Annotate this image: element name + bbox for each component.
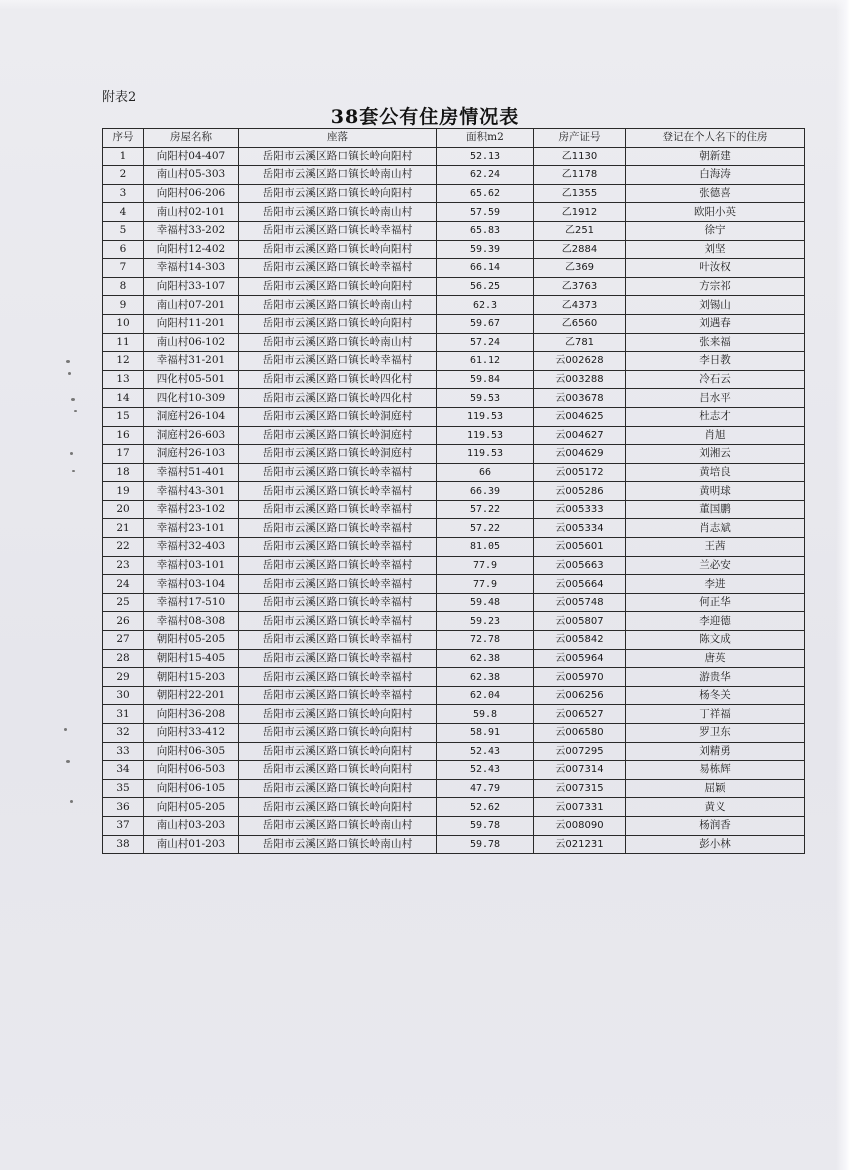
row-registered-owner: 刘遇春	[626, 314, 805, 333]
row-house-name: 幸福村03-101	[144, 556, 239, 575]
table-row	[103, 389, 805, 408]
row-registered-owner: 王茜	[626, 538, 805, 557]
row-cert-no: 云008090	[534, 816, 626, 835]
row-seq: 37	[103, 816, 144, 835]
row-seq: 24	[103, 575, 144, 594]
row-seq: 10	[103, 314, 144, 333]
row-seq: 19	[103, 482, 144, 501]
row-registered-owner: 朝新建	[626, 147, 805, 166]
annex-label: 附表2	[102, 90, 137, 105]
table-row	[103, 184, 805, 203]
table-row	[103, 798, 805, 817]
row-cert-no: 云021231	[534, 835, 626, 854]
row-location: 岳阳市云溪区路口镇长岭向阳村	[239, 240, 437, 259]
table-row	[103, 686, 805, 705]
row-house-name: 向阳村33-107	[144, 277, 239, 296]
row-registered-owner: 黄明球	[626, 482, 805, 501]
row-location: 岳阳市云溪区路口镇长岭幸福村	[239, 631, 437, 650]
row-registered-owner: 杜志才	[626, 407, 805, 426]
row-cert-no: 乙3763	[534, 277, 626, 296]
header-registered-owner: 登记在个人名下的住房	[626, 129, 805, 148]
row-area: 57.22	[437, 519, 534, 538]
row-location: 岳阳市云溪区路口镇长岭洞庭村	[239, 426, 437, 445]
row-area: 52.13	[437, 147, 534, 166]
scan-speck	[66, 760, 70, 763]
row-registered-owner: 彭小林	[626, 835, 805, 854]
row-seq: 26	[103, 612, 144, 631]
row-location: 岳阳市云溪区路口镇长岭向阳村	[239, 184, 437, 203]
row-area: 59.78	[437, 835, 534, 854]
scan-top-edge	[0, 0, 850, 10]
row-seq: 9	[103, 296, 144, 315]
row-cert-no: 云005748	[534, 593, 626, 612]
row-cert-no: 乙781	[534, 333, 626, 352]
row-registered-owner: 李日教	[626, 352, 805, 371]
row-area: 59.39	[437, 240, 534, 259]
row-seq: 15	[103, 407, 144, 426]
row-house-name: 洞庭村26-103	[144, 445, 239, 464]
table-row	[103, 407, 805, 426]
table-header-row	[103, 129, 805, 148]
row-house-name: 幸福村08-308	[144, 612, 239, 631]
row-registered-owner: 杨冬关	[626, 686, 805, 705]
row-registered-owner: 杨润香	[626, 816, 805, 835]
row-house-name: 四化村05-501	[144, 370, 239, 389]
row-cert-no: 乙4373	[534, 296, 626, 315]
row-house-name: 南山村02-101	[144, 203, 239, 222]
row-seq: 2	[103, 166, 144, 185]
table-row	[103, 705, 805, 724]
table-row	[103, 519, 805, 538]
row-house-name: 向阳村05-205	[144, 798, 239, 817]
row-location: 岳阳市云溪区路口镇长岭向阳村	[239, 742, 437, 761]
table-row	[103, 221, 805, 240]
table-row	[103, 649, 805, 668]
table-row	[103, 538, 805, 557]
row-registered-owner: 黄培良	[626, 463, 805, 482]
table-row	[103, 333, 805, 352]
row-registered-owner: 何正华	[626, 593, 805, 612]
row-location: 岳阳市云溪区路口镇长岭四化村	[239, 370, 437, 389]
table-row	[103, 742, 805, 761]
row-registered-owner: 欧阳小英	[626, 203, 805, 222]
row-location: 岳阳市云溪区路口镇长岭幸福村	[239, 519, 437, 538]
row-house-name: 洞庭村26-104	[144, 407, 239, 426]
row-registered-owner: 刘锡山	[626, 296, 805, 315]
row-house-name: 幸福村32-403	[144, 538, 239, 557]
row-cert-no: 云006580	[534, 724, 626, 743]
row-cert-no: 乙6560	[534, 314, 626, 333]
row-house-name: 向阳村06-105	[144, 779, 239, 798]
row-house-name: 幸福村17-510	[144, 593, 239, 612]
scan-right-edge	[836, 0, 850, 1170]
row-seq: 25	[103, 593, 144, 612]
table-row	[103, 612, 805, 631]
table-row	[103, 314, 805, 333]
row-location: 岳阳市云溪区路口镇长岭幸福村	[239, 556, 437, 575]
row-cert-no: 乙251	[534, 221, 626, 240]
row-area: 77.9	[437, 556, 534, 575]
table-row	[103, 482, 805, 501]
row-registered-owner: 吕水平	[626, 389, 805, 408]
row-seq: 20	[103, 500, 144, 519]
row-registered-owner: 兰必安	[626, 556, 805, 575]
row-seq: 33	[103, 742, 144, 761]
header-seq: 序号	[103, 129, 144, 148]
row-seq: 21	[103, 519, 144, 538]
table-row	[103, 724, 805, 743]
row-cert-no: 云004625	[534, 407, 626, 426]
row-cert-no: 云004629	[534, 445, 626, 464]
row-house-name: 向阳村36-208	[144, 705, 239, 724]
row-cert-no: 云007331	[534, 798, 626, 817]
row-registered-owner: 白海涛	[626, 166, 805, 185]
row-area: 72.78	[437, 631, 534, 650]
row-location: 岳阳市云溪区路口镇长岭向阳村	[239, 705, 437, 724]
row-area: 58.91	[437, 724, 534, 743]
row-house-name: 南山村01-203	[144, 835, 239, 854]
row-seq: 29	[103, 668, 144, 687]
table-row	[103, 296, 805, 315]
row-area: 59.23	[437, 612, 534, 631]
row-area: 62.24	[437, 166, 534, 185]
row-seq: 28	[103, 649, 144, 668]
row-seq: 5	[103, 221, 144, 240]
row-location: 岳阳市云溪区路口镇长岭向阳村	[239, 779, 437, 798]
row-cert-no: 云005663	[534, 556, 626, 575]
row-area: 62.38	[437, 668, 534, 687]
row-location: 岳阳市云溪区路口镇长岭南山村	[239, 333, 437, 352]
row-seq: 23	[103, 556, 144, 575]
table-row	[103, 631, 805, 650]
row-area: 59.67	[437, 314, 534, 333]
row-cert-no: 云005970	[534, 668, 626, 687]
row-cert-no: 云005664	[534, 575, 626, 594]
row-location: 岳阳市云溪区路口镇长岭幸福村	[239, 612, 437, 631]
row-location: 岳阳市云溪区路口镇长岭向阳村	[239, 147, 437, 166]
row-area: 66	[437, 463, 534, 482]
row-house-name: 朝阳村05-205	[144, 631, 239, 650]
row-seq: 34	[103, 761, 144, 780]
row-location: 岳阳市云溪区路口镇长岭向阳村	[239, 314, 437, 333]
row-house-name: 向阳村04-407	[144, 147, 239, 166]
row-area: 56.25	[437, 277, 534, 296]
row-location: 岳阳市云溪区路口镇长岭洞庭村	[239, 407, 437, 426]
row-house-name: 南山村07-201	[144, 296, 239, 315]
table-row	[103, 835, 805, 854]
row-seq: 17	[103, 445, 144, 464]
row-location: 岳阳市云溪区路口镇长岭幸福村	[239, 463, 437, 482]
row-cert-no: 云007314	[534, 761, 626, 780]
row-location: 岳阳市云溪区路口镇长岭南山村	[239, 296, 437, 315]
table-row	[103, 593, 805, 612]
row-seq: 14	[103, 389, 144, 408]
row-house-name: 朝阳村15-203	[144, 668, 239, 687]
row-area: 62.04	[437, 686, 534, 705]
row-cert-no: 乙1355	[534, 184, 626, 203]
row-location: 岳阳市云溪区路口镇长岭向阳村	[239, 761, 437, 780]
row-location: 岳阳市云溪区路口镇长岭幸福村	[239, 575, 437, 594]
row-registered-owner: 陈文成	[626, 631, 805, 650]
row-house-name: 幸福村03-104	[144, 575, 239, 594]
row-cert-no: 云003678	[534, 389, 626, 408]
row-registered-owner: 易栋辉	[626, 761, 805, 780]
row-house-name: 幸福村43-301	[144, 482, 239, 501]
row-house-name: 幸福村14-303	[144, 259, 239, 278]
row-location: 岳阳市云溪区路口镇长岭幸福村	[239, 221, 437, 240]
row-location: 岳阳市云溪区路口镇长岭向阳村	[239, 724, 437, 743]
row-house-name: 向阳村11-201	[144, 314, 239, 333]
row-location: 岳阳市云溪区路口镇长岭南山村	[239, 166, 437, 185]
table-row	[103, 277, 805, 296]
table-row	[103, 259, 805, 278]
row-cert-no: 云005601	[534, 538, 626, 557]
row-location: 岳阳市云溪区路口镇长岭幸福村	[239, 500, 437, 519]
row-location: 岳阳市云溪区路口镇长岭南山村	[239, 816, 437, 835]
row-area: 62.38	[437, 649, 534, 668]
row-area: 66.39	[437, 482, 534, 501]
row-registered-owner: 徐宁	[626, 221, 805, 240]
row-registered-owner: 屈颖	[626, 779, 805, 798]
row-seq: 31	[103, 705, 144, 724]
scan-speck	[72, 470, 75, 472]
row-cert-no: 云005842	[534, 631, 626, 650]
row-cert-no: 乙1912	[534, 203, 626, 222]
row-area: 66.14	[437, 259, 534, 278]
row-registered-owner: 黄义	[626, 798, 805, 817]
table-body	[103, 147, 805, 854]
header-area: 面积m2	[437, 129, 534, 148]
row-registered-owner: 肖旭	[626, 426, 805, 445]
row-house-name: 南山村06-102	[144, 333, 239, 352]
row-area: 52.62	[437, 798, 534, 817]
row-house-name: 朝阳村15-405	[144, 649, 239, 668]
row-area: 65.62	[437, 184, 534, 203]
row-registered-owner: 李迎德	[626, 612, 805, 631]
row-area: 61.12	[437, 352, 534, 371]
row-house-name: 向阳村12-402	[144, 240, 239, 259]
row-area: 52.43	[437, 742, 534, 761]
row-area: 62.3	[437, 296, 534, 315]
row-area: 52.43	[437, 761, 534, 780]
row-cert-no: 云003288	[534, 370, 626, 389]
header-cert-no: 房产证号	[534, 129, 626, 148]
row-location: 岳阳市云溪区路口镇长岭幸福村	[239, 668, 437, 687]
row-location: 岳阳市云溪区路口镇长岭向阳村	[239, 277, 437, 296]
row-cert-no: 云005172	[534, 463, 626, 482]
row-cert-no: 乙2884	[534, 240, 626, 259]
table-row	[103, 426, 805, 445]
row-seq: 1	[103, 147, 144, 166]
table-row	[103, 761, 805, 780]
row-registered-owner: 刘湘云	[626, 445, 805, 464]
row-area: 57.59	[437, 203, 534, 222]
row-registered-owner: 肖志斌	[626, 519, 805, 538]
row-registered-owner: 叶汝权	[626, 259, 805, 278]
row-location: 岳阳市云溪区路口镇长岭幸福村	[239, 686, 437, 705]
row-registered-owner: 罗卫东	[626, 724, 805, 743]
row-house-name: 向阳村06-503	[144, 761, 239, 780]
row-house-name: 幸福村33-202	[144, 221, 239, 240]
row-location: 岳阳市云溪区路口镇长岭幸福村	[239, 593, 437, 612]
row-cert-no: 云006256	[534, 686, 626, 705]
row-seq: 16	[103, 426, 144, 445]
row-registered-owner: 刘坚	[626, 240, 805, 259]
row-house-name: 向阳村06-206	[144, 184, 239, 203]
row-area: 47.79	[437, 779, 534, 798]
row-registered-owner: 张德喜	[626, 184, 805, 203]
row-house-name: 幸福村31-201	[144, 352, 239, 371]
row-cert-no: 云007315	[534, 779, 626, 798]
row-area: 77.9	[437, 575, 534, 594]
scan-speck	[68, 372, 71, 375]
row-area: 81.05	[437, 538, 534, 557]
table-row	[103, 668, 805, 687]
table-row	[103, 203, 805, 222]
row-house-name: 四化村10-309	[144, 389, 239, 408]
row-area: 59.78	[437, 816, 534, 835]
row-cert-no: 云002628	[534, 352, 626, 371]
row-location: 岳阳市云溪区路口镇长岭四化村	[239, 389, 437, 408]
scan-speck	[71, 398, 75, 401]
row-location: 岳阳市云溪区路口镇长岭南山村	[239, 203, 437, 222]
row-location: 岳阳市云溪区路口镇长岭洞庭村	[239, 445, 437, 464]
row-registered-owner: 张来福	[626, 333, 805, 352]
row-seq: 36	[103, 798, 144, 817]
scan-speck	[64, 728, 67, 731]
row-seq: 12	[103, 352, 144, 371]
row-house-name: 洞庭村26-603	[144, 426, 239, 445]
row-seq: 22	[103, 538, 144, 557]
row-area: 119.53	[437, 426, 534, 445]
row-cert-no: 云005334	[534, 519, 626, 538]
row-cert-no: 云005286	[534, 482, 626, 501]
row-cert-no: 云005333	[534, 500, 626, 519]
row-seq: 6	[103, 240, 144, 259]
row-house-name: 向阳村33-412	[144, 724, 239, 743]
scan-speck	[74, 410, 77, 412]
row-area: 119.53	[437, 445, 534, 464]
row-area: 59.84	[437, 370, 534, 389]
row-house-name: 朝阳村22-201	[144, 686, 239, 705]
row-cert-no: 云005807	[534, 612, 626, 631]
row-location: 岳阳市云溪区路口镇长岭幸福村	[239, 352, 437, 371]
row-seq: 18	[103, 463, 144, 482]
row-registered-owner: 冷石云	[626, 370, 805, 389]
table-row	[103, 166, 805, 185]
table-row	[103, 816, 805, 835]
row-area: 65.83	[437, 221, 534, 240]
row-location: 岳阳市云溪区路口镇长岭幸福村	[239, 259, 437, 278]
row-area: 119.53	[437, 407, 534, 426]
table-row	[103, 147, 805, 166]
row-house-name: 幸福村51-401	[144, 463, 239, 482]
row-seq: 32	[103, 724, 144, 743]
table-row	[103, 575, 805, 594]
row-seq: 13	[103, 370, 144, 389]
table-row	[103, 556, 805, 575]
row-house-name: 向阳村06-305	[144, 742, 239, 761]
table-row	[103, 445, 805, 464]
row-area: 57.22	[437, 500, 534, 519]
row-cert-no: 云007295	[534, 742, 626, 761]
row-cert-no: 乙1178	[534, 166, 626, 185]
row-seq: 38	[103, 835, 144, 854]
row-registered-owner: 董国鹏	[626, 500, 805, 519]
scan-speck	[70, 452, 73, 455]
row-cert-no: 乙1130	[534, 147, 626, 166]
table-row	[103, 779, 805, 798]
row-cert-no: 云004627	[534, 426, 626, 445]
row-registered-owner: 李进	[626, 575, 805, 594]
table-row	[103, 500, 805, 519]
table-row	[103, 463, 805, 482]
document-title: 38套公有住房情况表	[330, 106, 520, 128]
row-location: 岳阳市云溪区路口镇长岭幸福村	[239, 538, 437, 557]
row-seq: 11	[103, 333, 144, 352]
scan-speck	[70, 800, 73, 803]
row-location: 岳阳市云溪区路口镇长岭幸福村	[239, 649, 437, 668]
row-seq: 3	[103, 184, 144, 203]
header-house-name: 房屋名称	[144, 129, 239, 148]
row-location: 岳阳市云溪区路口镇长岭向阳村	[239, 798, 437, 817]
row-area: 59.48	[437, 593, 534, 612]
row-registered-owner: 游贵华	[626, 668, 805, 687]
row-registered-owner: 唐英	[626, 649, 805, 668]
header-location: 座落	[239, 129, 437, 148]
row-cert-no: 云006527	[534, 705, 626, 724]
row-seq: 35	[103, 779, 144, 798]
row-house-name: 南山村03-203	[144, 816, 239, 835]
row-seq: 4	[103, 203, 144, 222]
row-house-name: 幸福村23-102	[144, 500, 239, 519]
row-location: 岳阳市云溪区路口镇长岭南山村	[239, 835, 437, 854]
row-registered-owner: 丁祥福	[626, 705, 805, 724]
row-location: 岳阳市云溪区路口镇长岭幸福村	[239, 482, 437, 501]
row-area: 59.8	[437, 705, 534, 724]
row-cert-no: 云005964	[534, 649, 626, 668]
row-registered-owner: 刘精勇	[626, 742, 805, 761]
row-area: 57.24	[437, 333, 534, 352]
scan-speck	[66, 360, 70, 363]
row-seq: 27	[103, 631, 144, 650]
row-house-name: 幸福村23-101	[144, 519, 239, 538]
row-cert-no: 乙369	[534, 259, 626, 278]
table-row	[103, 370, 805, 389]
row-house-name: 南山村05-303	[144, 166, 239, 185]
row-area: 59.53	[437, 389, 534, 408]
table-row	[103, 352, 805, 371]
row-registered-owner: 方宗祁	[626, 277, 805, 296]
housing-table	[102, 128, 805, 854]
table-row	[103, 240, 805, 259]
row-seq: 30	[103, 686, 144, 705]
row-seq: 7	[103, 259, 144, 278]
row-seq: 8	[103, 277, 144, 296]
